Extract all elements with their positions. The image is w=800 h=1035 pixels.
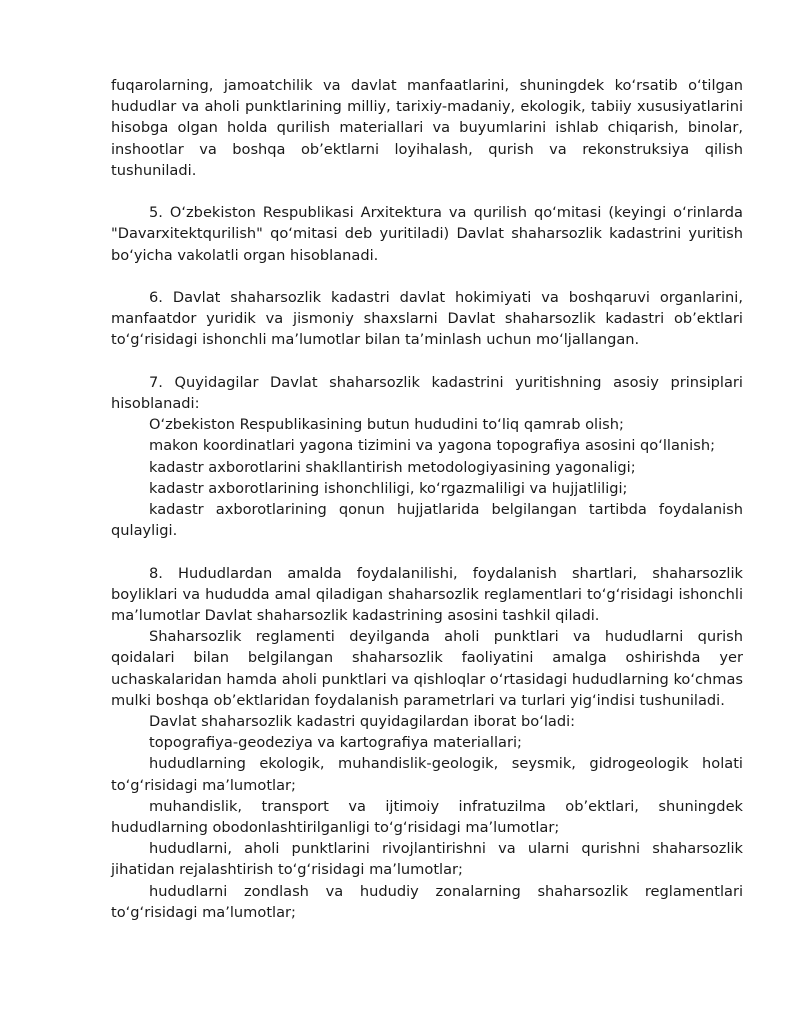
principle-item: kadastr axborotlarining ishonchliligi, ko‘rgazmaliligi va hujjatliligi; xyxy=(149,479,628,497)
composition-item: hududlarni zondlash va hududiy zonalarning shaharsozlik reglamentlari to‘g‘risidagi ma’lumotlar; xyxy=(111,882,743,921)
composition-item: topografiya-geodeziya va kartografiya materiallari; xyxy=(149,734,522,752)
principle-item: makon koordinatlari yagona tizimini va yagona topografiya asosini qo‘llanish; xyxy=(149,437,715,455)
kadastr-composition-intro: Davlat shaharsozlik kadastri quyidagilardan iborat bo‘ladi: xyxy=(149,713,576,731)
paragraph-gap xyxy=(111,541,743,562)
paragraph-gap xyxy=(111,351,743,372)
paragraph-item-6: 6. Davlat shaharsozlik kadastri davlat hokimiyati va boshqaruvi organlarini, manfaatdor yuridik va jismoniy shaxslarni Davlat shaharsozlik kadastri ob’ektlari to‘g‘risidagi ishonchli ma’lumotlar bilan ta’minlash uchun mo‘ljallangan. xyxy=(111,289,743,349)
composition-item: hududlarning ekologik, muhandislik-geologik, seysmik, gidrogeologik holati to‘g‘risidagi ma’lumotlar; xyxy=(111,755,743,794)
composition-item: hududlarni, aholi punktlarini rivojlantirishni va ularni qurishni shaharsozlik jihatidan rejalashtirish to‘g‘risidagi ma’lumotlar; xyxy=(111,840,743,879)
paragraph-item-8: 8. Hududlardan amalda foydalanilishi, foydalanish shartlari, shaharsozlik boyliklari va hududda amal qiladigan shaharsozlik reglamentlari to‘g‘risidagi ishonchli ma’lumotlar Davlat shaharsozlik kadastrining asosini tashkil qiladi. xyxy=(111,564,743,625)
principle-item: O‘zbekiston Respublikasining butun hududini to‘liq qamrab olish; xyxy=(149,416,624,434)
reglament-definition: Shaharsozlik reglamenti deyilganda aholi punktlari va hududlarni qurish qoidalari bilan belgilangan shaharsozlik faoliyatini amalga oshirishda yer uchaskalaridan hamda aholi punktlari va qishloqlar o‘rtasidagi hududlarning ko‘chmas mulki boshqa ob’ektlaridan foydalanish parametrlari va turlari yig‘indisi tushuniladi. xyxy=(111,628,743,709)
paragraph-item-7: 7. Quyidagilar Davlat shaharsozlik kadastrini yuritishning asosiy prinsiplari hisoblanadi: xyxy=(111,373,743,412)
paragraph-continuation: fuqarolarning, jamoatchilik va davlat manfaatlarini, shuningdek ko‘rsatib o‘tilgan hududlar va aholi punktlarining milliy, tarixiy-madaniy, ekologik, tabiiy xususiyatlarini hisobga olgan holda qurilish materiallari va buyumlarini ishlab chiqarish, binolar, inshootlar va boshqa ob’ektlarni loyihalash, qurish va rekonstruksiya qilish tushuniladi. xyxy=(111,77,743,179)
paragraph-item-5: 5. O‘zbekiston Respublikasi Arxitektura va qurilish qo‘mitasi (keyingi o‘rinlarda "Davarxitektqurilish" qo‘mitasi deb yuritiladi) Davlat shaharsozlik kadastrini yuritish bo‘yicha vakolatli organ hisoblanadi. xyxy=(111,204,743,264)
paragraph-gap xyxy=(111,181,743,202)
paragraph-gap xyxy=(111,266,743,287)
composition-item: muhandislik, transport va ijtimoiy infratuzilma ob’ektlari, shuningdek hududlarning obodonlashtirilganligi to‘g‘risidagi ma’lumotlar; xyxy=(111,797,743,837)
principle-item: kadastr axborotlarining qonun hujjatlarida belgilangan tartibda foydalanish qulayligi. xyxy=(111,501,743,540)
principle-item: kadastr axborotlarini shakllantirish metodologiyasining yagonaligi; xyxy=(149,458,636,476)
